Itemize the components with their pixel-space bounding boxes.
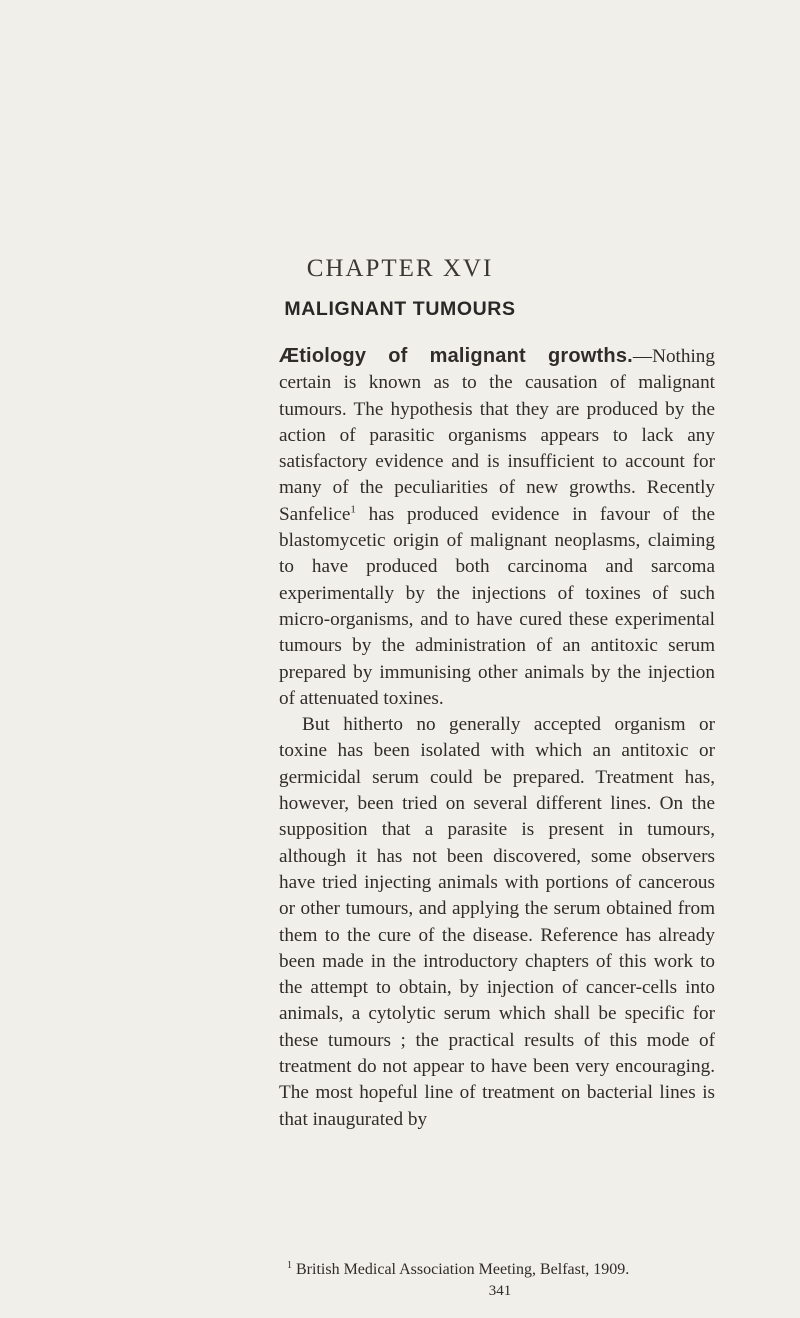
page-number: 341 <box>488 1283 512 1299</box>
footnote <box>287 1259 723 1281</box>
paragraph-text-continued: has produced evidence in favour of the blastomycetic origin of malignant neoplasms, claiming to have produced both carcinoma and sarcoma experimentally by the injections of toxines of such micro-organisms, and to have cured these experimental tumours by the administration of an antitoxic serum prepared by immunising other animals by the injection of attenuated toxines. <box>279 503 715 709</box>
paragraph-aetiology <box>279 343 715 712</box>
footnote-reference: 1 <box>350 503 356 516</box>
body-text <box>279 343 715 1133</box>
footnote-text: British Medical Association Meeting, Belfast, 1909. <box>296 1261 630 1278</box>
chapter-heading: CHAPTER XVI <box>306 255 494 282</box>
footnote-mark: 1 <box>287 1259 292 1271</box>
paragraph-treatment: But hitherto no generally accepted organism or toxine has been isolated with which an antitoxic or germicidal serum could be prepared. Treatment has, however, been tried on several different lines. On the supposition that a parasite is present in tumours, although it has not been discovered, some observers have tried injecting animals with portions of cancerous or other tumours, and applying the serum obtained from them to the cure of the disease. Reference has already been made in the introductory chapters of this work to the attempt to obtain, by injection of cancer-cells into animals, a cytolytic serum which shall be specific for these tumours ; the practical results of this mode of treatment do not appear to have been very encouraging. The most hopeful line of treatment on bacterial lines is that inaugurated by <box>279 714 715 1130</box>
paragraph-text: —Nothing certain is known as to the causation of malignant tumours. The hypothesis that they are produced by the action of parasitic organisms appears to lack any satisfactory evidence and is insufficient to account for many of the peculiarities of new growths. Recently Sanfelice <box>279 346 715 525</box>
section-title: MALIGNANT TUMOURS <box>284 298 516 320</box>
paragraph-lead-heading: Ætiology of malignant growths. <box>279 345 633 367</box>
